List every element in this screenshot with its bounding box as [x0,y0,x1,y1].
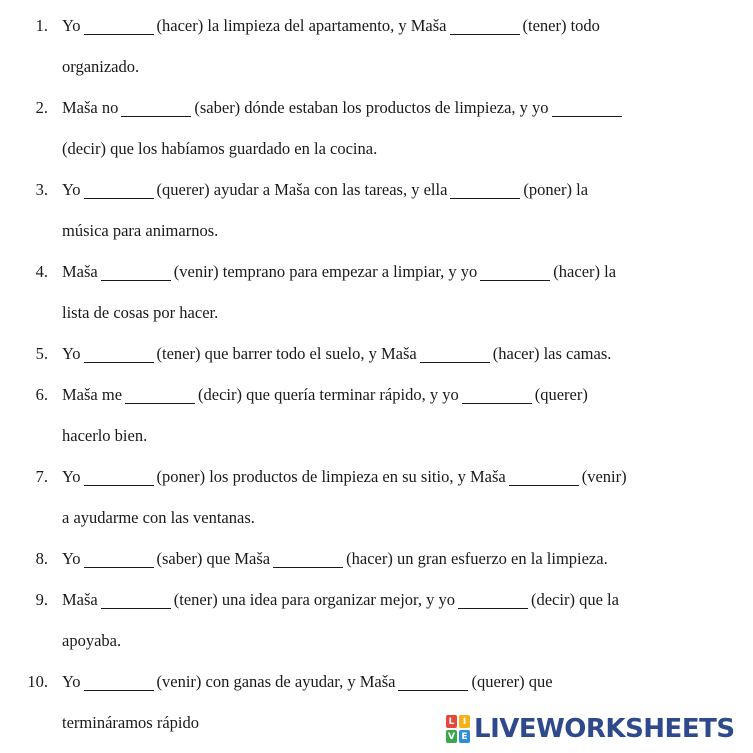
exercise-line [0,628,753,669]
sentence-text: apoyaba. [62,631,122,650]
sentence-text: (saber) que Maša [156,549,271,568]
exercise-line [0,95,753,136]
sentence-text: (hacer) la [553,262,617,281]
sentence-text: organizado. [62,57,140,76]
answer-blank[interactable] [84,470,154,486]
sentence-text: (tener) que barrer todo el suelo, y Maša [156,344,417,363]
answer-blank[interactable] [509,470,579,486]
sentence-text: Maša me [62,385,123,404]
exercise-item [0,546,753,587]
item-number: 8. [35,549,48,568]
logo-text: LIVEWORKSHEETS [474,714,735,744]
logo-badge-letter: V [446,730,457,743]
sentence-text: (decir) que la [530,590,619,609]
answer-blank[interactable] [273,552,343,568]
answer-blank[interactable] [84,347,154,363]
sentence-text: (tener) todo [522,16,600,35]
answer-blank[interactable] [84,19,154,35]
sentence-text: (decir) que los habíamos guardado en la cocina. [62,139,378,158]
sentence-text: (querer) [534,385,588,404]
item-number: 9. [35,590,48,609]
sentence-text: (saber) dónde estaban los productos de limpieza, y yo [194,98,549,117]
logo-badge-letter: I [459,715,470,728]
exercise-item [0,259,753,341]
answer-blank[interactable] [121,101,191,117]
exercise-line [0,136,753,177]
sentence-text: a ayudarme con las ventanas. [62,508,255,527]
answer-blank[interactable] [101,593,171,609]
answer-blank[interactable] [101,265,171,281]
item-number: 10. [27,672,48,691]
answer-blank[interactable] [480,265,550,281]
sentence-text: Yo [62,344,81,363]
logo-badge-icon [446,715,470,743]
sentence-text: Maša [62,262,98,281]
answer-blank[interactable] [450,19,520,35]
item-number: 6. [35,385,48,404]
sentence-text: hacerlo bien. [62,426,148,445]
item-number: 1. [35,16,48,35]
exercise-line [0,54,753,95]
exercise-list [0,13,753,751]
item-number: 2. [35,98,48,117]
exercise-item [0,587,753,669]
exercise-line [0,259,753,300]
sentence-text: (tener) una idea para organizar mejor, y yo [173,590,455,609]
sentence-text: (decir) que quería terminar rápido, y yo [198,385,459,404]
logo-badge-letter: L [446,715,457,728]
answer-blank[interactable] [125,388,195,404]
answer-blank[interactable] [84,675,154,691]
item-number: 3. [35,180,48,199]
sentence-text: Yo [62,672,81,691]
sentence-text: (hacer) un gran esfuerzo en la limpieza. [346,549,608,568]
answer-blank[interactable] [458,593,528,609]
item-number: 4. [35,262,48,281]
exercise-item [0,95,753,177]
sentence-text: (venir) temprano para empezar a limpiar, y yo [173,262,478,281]
answer-blank[interactable] [552,101,622,117]
answer-blank[interactable] [420,347,490,363]
exercise-line [0,300,753,341]
exercise-item [0,382,753,464]
exercise-line [0,669,753,710]
sentence-text: termináramos rápido [62,713,199,732]
sentence-text: (venir) con ganas de ayudar, y Maša [156,672,396,691]
sentence-text: Yo [62,16,81,35]
sentence-text: Yo [62,467,81,486]
item-number: 5. [35,344,48,363]
exercise-line [0,464,753,505]
item-number: 7. [35,467,48,486]
answer-blank[interactable] [84,183,154,199]
exercise-line [0,177,753,218]
exercise-line [0,423,753,464]
sentence-text: (venir) [581,467,627,486]
sentence-text: (hacer) la limpieza del apartamento, y Maša [156,16,447,35]
exercise-item [0,13,753,95]
exercise-item [0,341,753,382]
exercise-line [0,505,753,546]
liveworksheets-logo [446,714,735,744]
sentence-text: música para animarnos. [62,221,219,240]
exercise-item [0,464,753,546]
exercise-line [0,218,753,259]
answer-blank[interactable] [450,183,520,199]
exercise-line [0,587,753,628]
sentence-text: (hacer) las camas. [492,344,612,363]
sentence-text: Yo [62,180,81,199]
exercise-line [0,13,753,54]
exercise-item [0,177,753,259]
answer-blank[interactable] [462,388,532,404]
sentence-text: Yo [62,549,81,568]
sentence-text: (querer) ayudar a Maša con las tareas, y ella [156,180,448,199]
sentence-text: Maša [62,590,98,609]
sentence-text: lista de cosas por hacer. [62,303,219,322]
sentence-text: Maša no [62,98,119,117]
answer-blank[interactable] [84,552,154,568]
exercise-line [0,341,753,382]
exercise-line [0,546,753,587]
sentence-text: (poner) la [523,180,589,199]
sentence-text: (poner) los productos de limpieza en su sitio, y Maša [156,467,506,486]
exercise-line [0,382,753,423]
logo-badge-letter: E [459,730,470,743]
answer-blank[interactable] [398,675,468,691]
sentence-text: (querer) que [471,672,553,691]
